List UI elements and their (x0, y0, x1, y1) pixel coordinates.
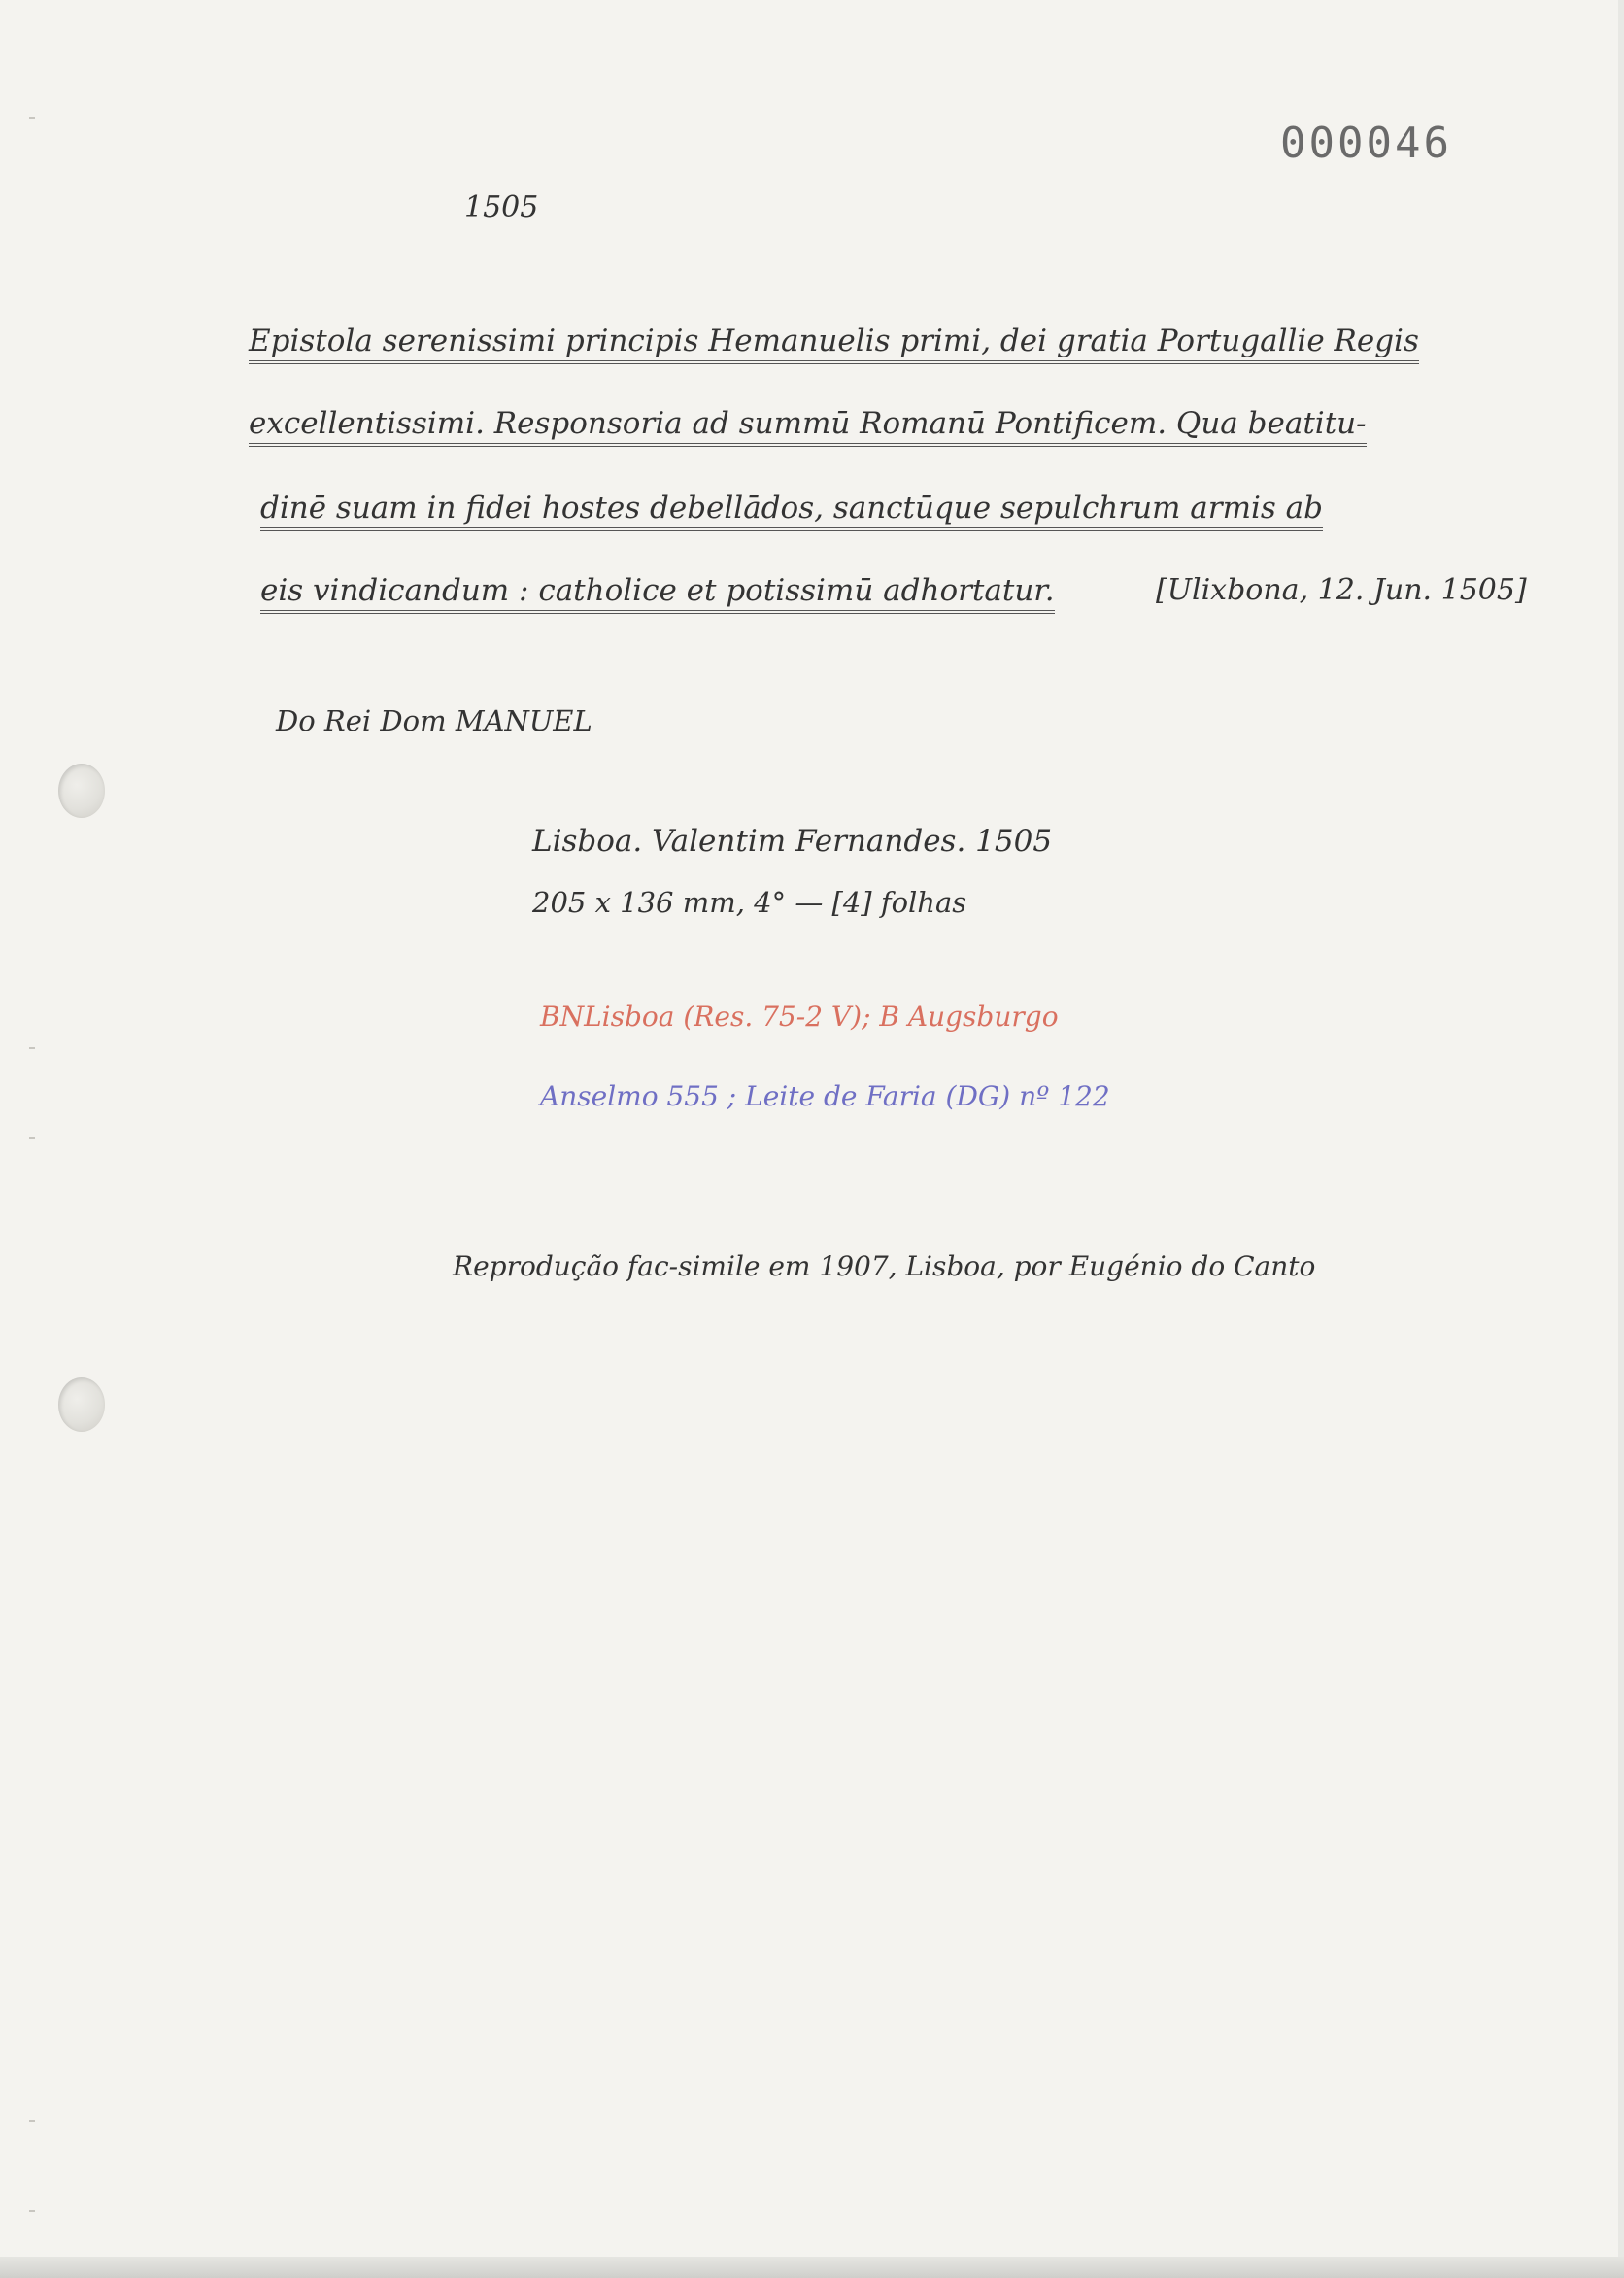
margin-tick (29, 2210, 35, 2212)
margin-tick (29, 1047, 35, 1049)
margin-tick (29, 117, 35, 119)
punch-hole-top (58, 764, 105, 818)
page-edge-right (1618, 0, 1624, 2278)
holdings-line: BNLisboa (Res. 75-2 V); B Augsburgo (540, 1001, 1059, 1033)
title-date-note: [Ulixbona, 12. Jun. 1505] (1156, 573, 1527, 607)
page-number-stamp: 000046 (1280, 119, 1452, 168)
title-line-1: Epistola serenissimi principis Hemanuelis primi, dei gratia Portugallie Regis (249, 323, 1419, 364)
title-line-3: dinē suam in fidei hostes debellādos, sanctūque sepulchrum armis ab (260, 491, 1323, 531)
page-edge-bottom (0, 2257, 1624, 2278)
margin-tick (29, 1137, 35, 1139)
title-line-4: eis vindicandum : catholice et potissimū adhortatur. (260, 573, 1055, 614)
author-line: Do Rei Dom MANUEL (276, 704, 592, 737)
punch-hole-bottom (58, 1377, 105, 1432)
imprint-line: Lisboa. Valentim Fernandes. 1505 (532, 824, 1053, 859)
references-line: Anselmo 555 ; Leite de Faria (DG) nº 122 (540, 1080, 1110, 1112)
record-year: 1505 (464, 190, 539, 224)
margin-tick (29, 2120, 35, 2122)
title-line-2: excellentissimi. Responsoria ad summū Romanū Pontificem. Qua beatitu- (249, 406, 1367, 447)
format-line: 205 x 136 mm, 4° — [4] folhas (532, 886, 967, 919)
reproduction-note: Reprodução fac-simile em 1907, Lisboa, por Eugénio do Canto (453, 1250, 1316, 1282)
